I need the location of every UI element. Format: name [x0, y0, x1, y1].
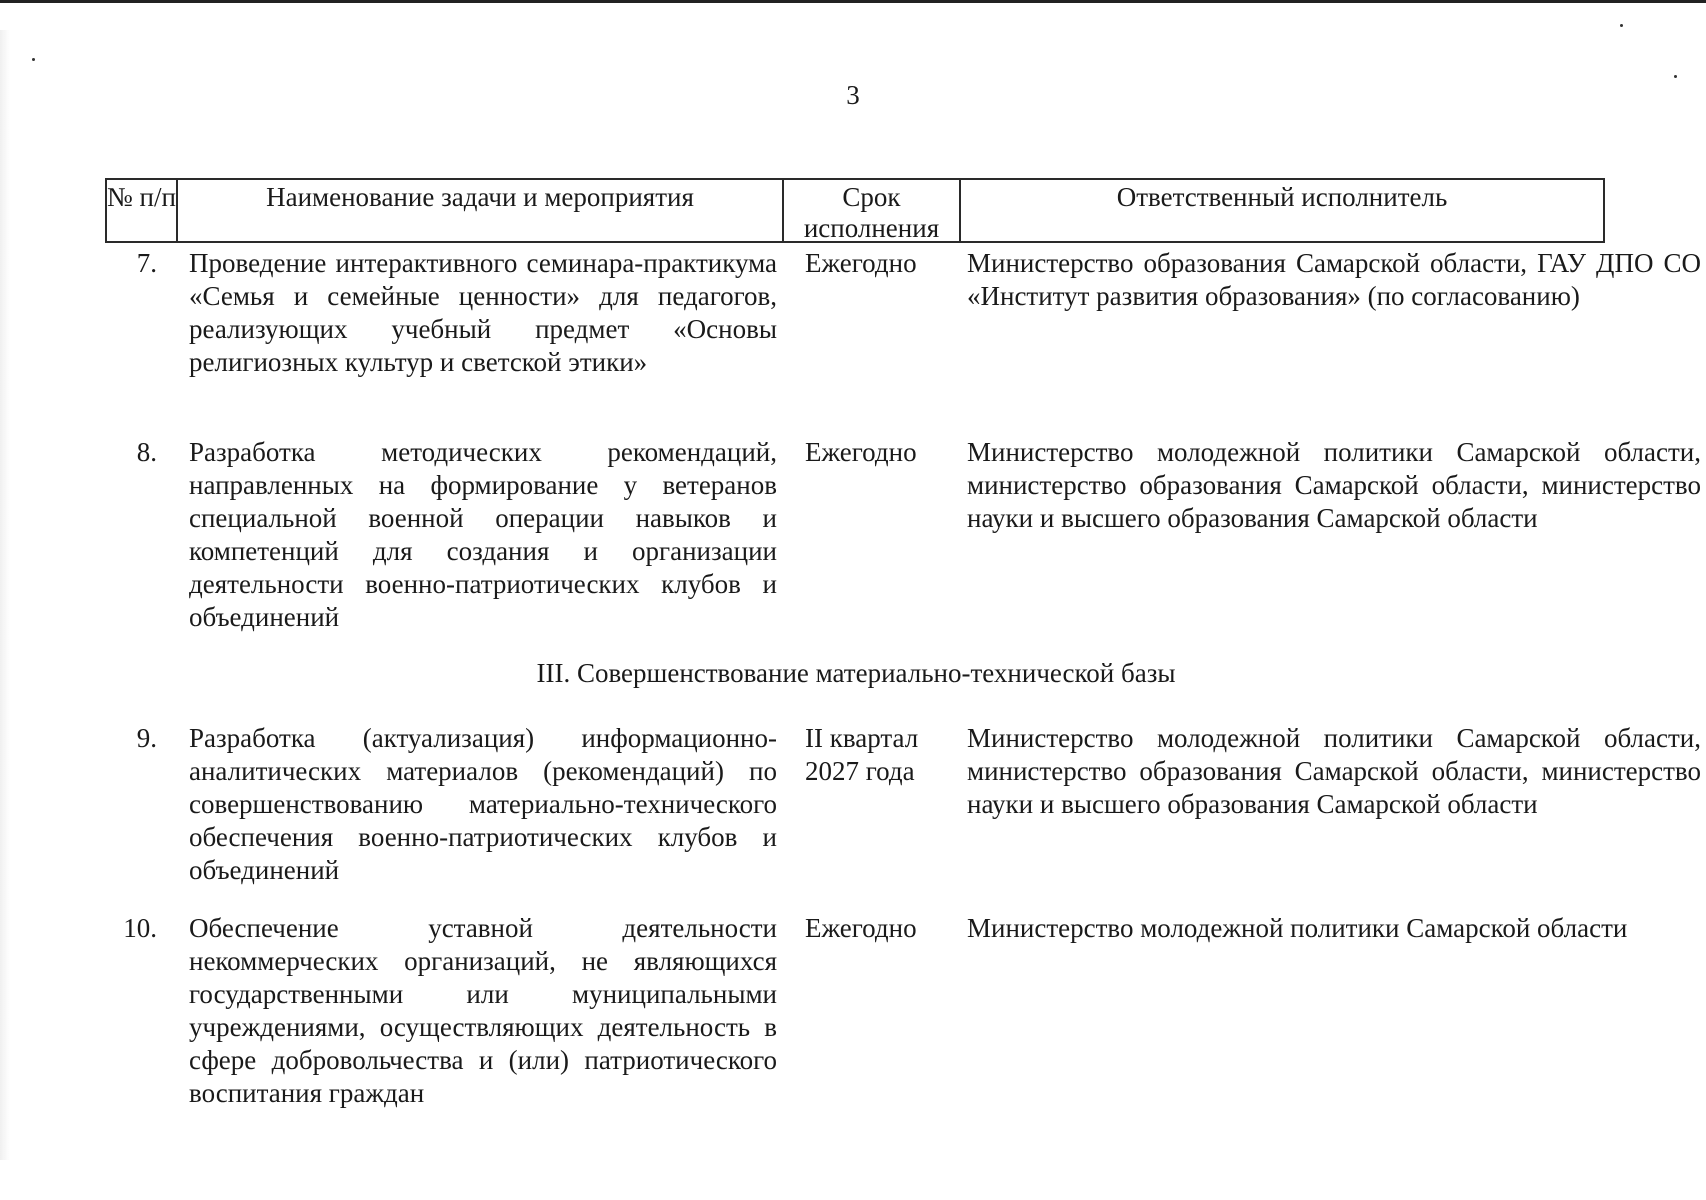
row-number: 8. [136, 437, 157, 467]
scan-shadow [0, 30, 10, 1160]
header-term: Срок исполнения [784, 180, 961, 241]
task-term: Ежегодно [805, 437, 917, 467]
section-heading: III. Совершенствование материально-технической базы [536, 658, 1176, 688]
row-number: 10. [123, 913, 157, 943]
task-term: Ежегодно [805, 913, 917, 943]
task-responsible: Министерство молодежной политики Самарской области, министерство образования Самарской области, министерство науки и высшего образования Самарской области [967, 723, 1701, 819]
scan-top-edge [0, 0, 1706, 3]
scan-speck [1620, 24, 1623, 27]
task-name: Проведение интерактивного семинара-практикума «Семья и семейные ценности» для педагогов, реализующих учебный предмет «Основы религиозных культур и светской этики» [189, 248, 777, 377]
task-term: II квартал 2027 года [805, 723, 919, 786]
row-number: 7. [136, 248, 157, 278]
row-number: 9. [136, 723, 157, 753]
header-name: Наименование задачи и мероприятия [178, 180, 784, 241]
task-name: Разработка методических рекомендаций, направленных на формирование у ветеранов специальной военной операции навыков и компетенций для создания и организации деятельности военно-патриотических клубов и объединений [189, 437, 777, 632]
scan-speck [1674, 75, 1677, 78]
task-responsible: Министерство образования Самарской области, ГАУ ДПО СО «Институт развития образования» (по согласованию) [967, 248, 1701, 311]
task-name: Разработка (актуализация) информационно-аналитических материалов (рекомендаций) по совершенствованию материально-технического обеспечения военно-патриотических клубов и объединений [189, 723, 777, 885]
scan-speck [32, 58, 35, 61]
header-num: № п/п [107, 180, 178, 241]
task-responsible: Министерство молодежной политики Самарской области [967, 913, 1628, 943]
page-number: 3 [846, 80, 860, 110]
task-name: Обеспечение уставной деятельности некоммерческих организаций, не являющихся государственными или муниципальными учреждениями, осуществляющих деятельность в сфере добровольчества и (или) патриотического воспитания граждан [189, 913, 777, 1108]
task-responsible: Министерство молодежной политики Самарской области, министерство образования Самарской области, министерство науки и высшего образования Самарской области [967, 437, 1701, 533]
table-header [105, 178, 1605, 243]
header-responsible: Ответственный исполнитель [1116, 182, 1448, 212]
task-term: Ежегодно [805, 248, 917, 278]
